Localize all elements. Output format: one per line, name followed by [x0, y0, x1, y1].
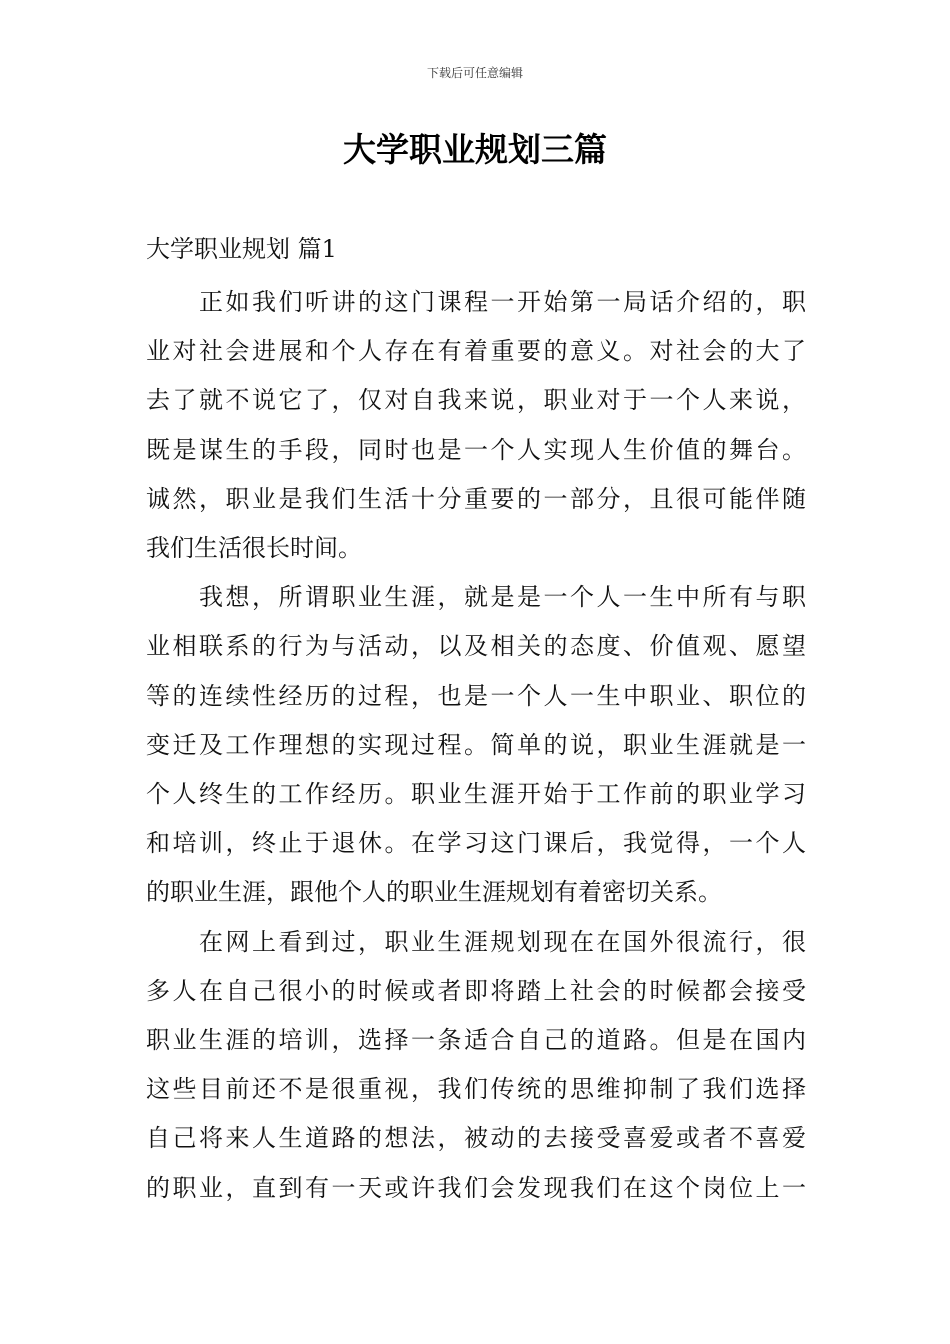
paragraph-line: 诚然，职业是我们生活十分重要的一部分，且很可能伴随 — [146, 484, 806, 513]
paragraph-line: 我们生活很长时间。 — [146, 534, 362, 563]
document-title: 大学职业规划三篇 — [343, 130, 607, 169]
paragraph-line: 去了就不说它了，仅对自我来说，职业对于一个人来说， — [146, 386, 806, 415]
paragraph-line: 变迁及工作理想的实现过程。简单的说，职业生涯就是一 — [146, 730, 806, 759]
paragraph-line: 等的连续性经历的过程，也是一个人一生中职业、职位的 — [146, 681, 806, 710]
section-heading: 大学职业规划 篇1 — [146, 235, 337, 263]
paragraph-line: 既是谋生的手段，同时也是一个人实现人生价值的舞台。 — [146, 435, 806, 464]
paragraph-line: 业对社会进展和个人存在有着重要的意义。对社会的大了 — [146, 337, 806, 366]
document-body — [146, 278, 806, 1213]
paragraph-line: 自己将来人生道路的想法，被动的去接受喜爱或者不喜爱 — [146, 1124, 806, 1153]
header-note: 下载后可任意编辑 — [426, 66, 523, 80]
paragraph-line: 的职业生涯，跟他个人的职业生涯规划有着密切关系。 — [146, 878, 722, 907]
paragraph-line: 个人终生的工作经历。职业生涯开始于工作前的职业学习 — [146, 780, 806, 809]
paragraph-line: 正如我们听讲的这门课程一开始第一局话介绍的，职 — [199, 288, 806, 316]
paragraph-line: 和培训，终止于退休。在学习这门课后，我觉得，一个人 — [146, 829, 806, 858]
paragraph-line: 多人在自己很小的时候或者即将踏上社会的时候都会接受 — [146, 976, 806, 1005]
paragraph-line: 这些目前还不是很重视，我们传统的思维抑制了我们选择 — [146, 1075, 806, 1104]
paragraph-line: 的职业，直到有一天或许我们会发现我们在这个岗位上一 — [146, 1173, 806, 1202]
paragraph-line: 在网上看到过，职业生涯规划现在在国外很流行，很 — [199, 927, 806, 956]
paragraph-line: 职业生涯的培训，选择一条适合自己的道路。但是在国内 — [146, 1026, 806, 1055]
paragraph-3 — [146, 918, 806, 1213]
paragraph-2 — [146, 573, 806, 917]
paragraph-line: 我想，所谓职业生涯，就是是一个人一生中所有与职 — [199, 583, 806, 612]
paragraph-line: 业相联系的行为与活动，以及相关的态度、价值观、愿望 — [146, 632, 806, 661]
paragraph-1 — [146, 278, 806, 573]
